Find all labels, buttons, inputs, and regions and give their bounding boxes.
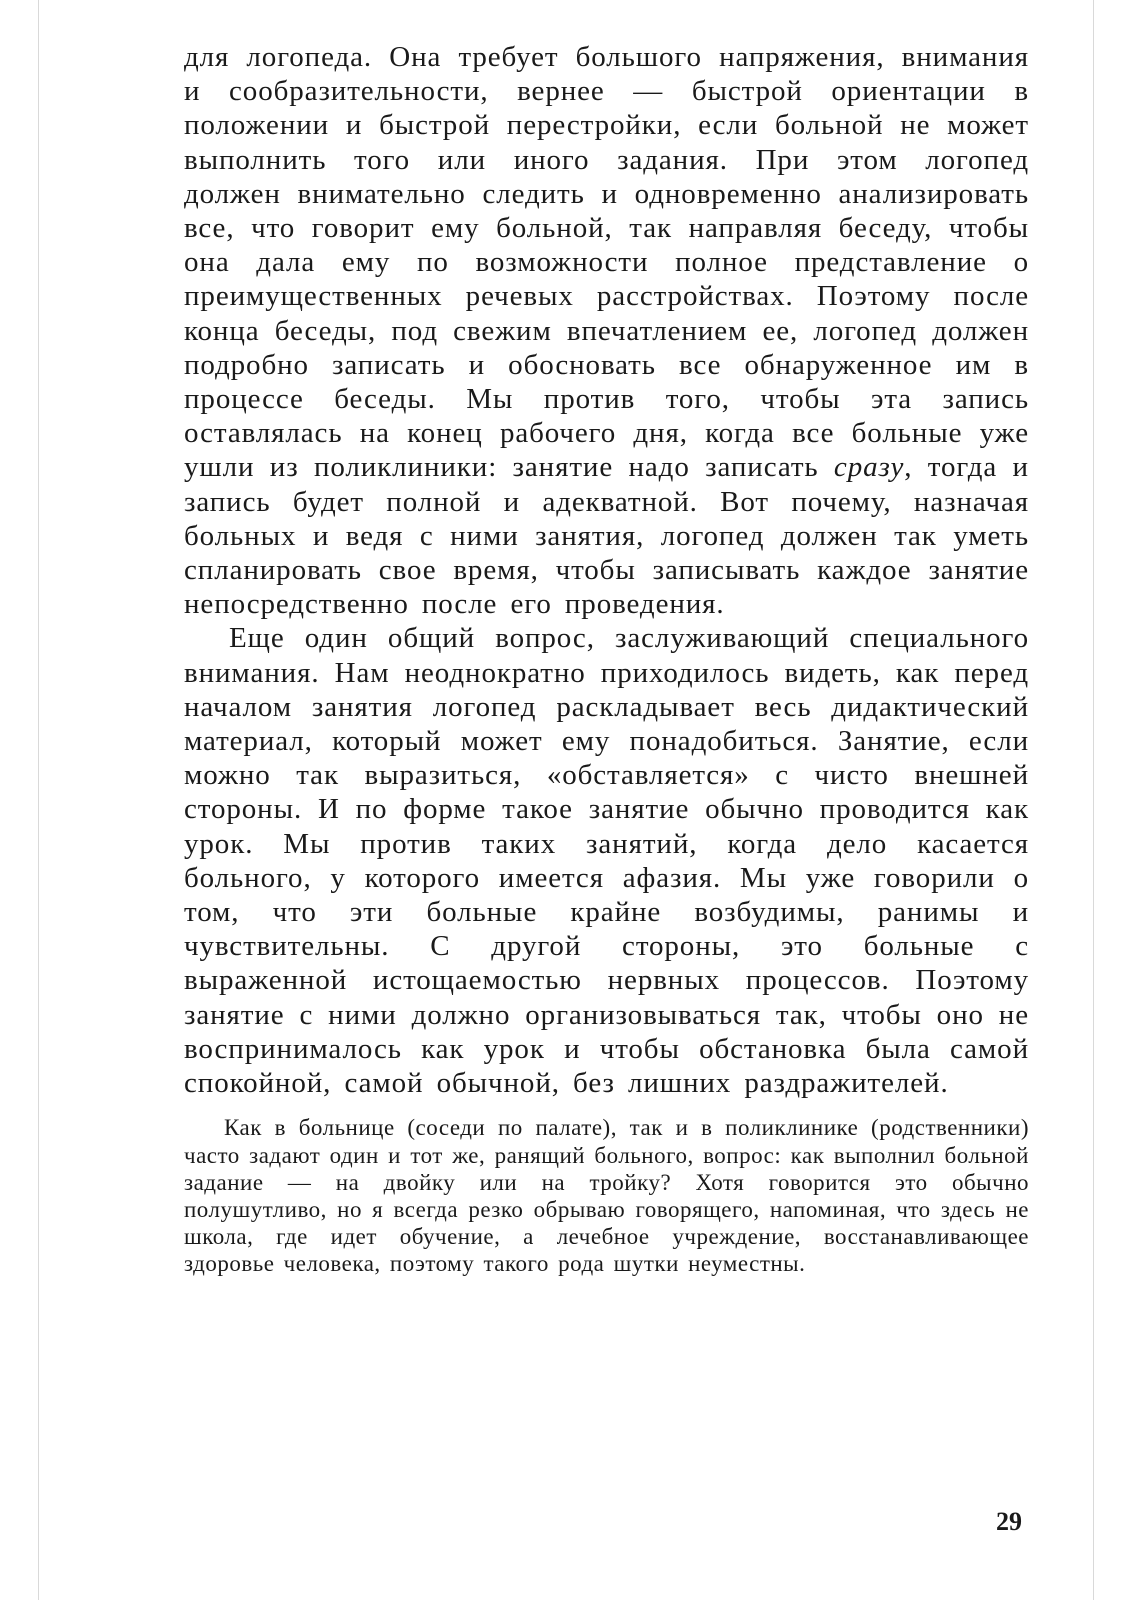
- paragraph-1: [184, 40, 1029, 621]
- main-text: [184, 40, 1029, 1100]
- emphasized-word: сразу: [833, 451, 905, 484]
- book-page: [38, 0, 1094, 1600]
- paragraph-2: Еще один общий вопрос, заслуживающий специального внимания. Нам неоднократно приходилось видеть, как перед началом занятия логопед раскладывает весь дидактический материал, который может ему понадобиться. Занятие, если можно так выразиться, «обставляется» с чисто внешней стороны. И по форме такое занятие обычно проводится как урок. Мы против таких занятий, когда дело касается больного, у которого имеется афазия. Мы уже говорили о том, что эти больные крайне возбудимы, ранимы и чувствительны. С другой стороны, это больные с выраженной истощаемостью нервных процессов. Поэтому занятие с ними должно организовываться так, чтобы оно не воспринималось как урок и чтобы обстановка была самой спокойной, самой обычной, без лишних раздражителей.: [184, 622, 1029, 1100]
- footnote: Как в больнице (соседи по палате), так и в поликлинике (родственники) часто задают один и тот же, ранящий больного, вопрос: как выполнил больной задание — на двойку или на тройку? Хотя говорится это обычно полушутливо, но я всегда резко обрываю говорящего, напоминая, что здесь не школа, где идет обучение, а лечебное учреждение, восстанавливающее здоровье человека, поэтому такого рода шутки неуместны.: [184, 1115, 1029, 1277]
- text-body: [184, 40, 1029, 1278]
- page-number: 29: [996, 1507, 1022, 1536]
- paragraph-1-text-after: , тогда и запись будет полной и адекватной. Вот почему, назначая больных и ведя с ними занятия, логопед должен так уметь спланировать свое время, чтобы записывать каждое занятие непосредственно после его проведения.: [184, 451, 1029, 621]
- paragraph-1-text-before: для логопеда. Она требует большого напряжения, внимания и сообразительности, вернее — быстрой ориентации в положении и быстрой перестройки, если больной не может выполнить того или иного задания. При этом логопед должен внимательно следить и одновременно анализировать все, что говорит ему больной, так направляя беседу, чтобы она дала ему по возможности полное представление о преимущественных речевых расстройствах. Поэтому после конца беседы, под свежим впечатлением ее, логопед должен подробно записать и обосновать все обнаруженное им в процессе беседы. Мы против того, чтобы эта запись оставлялась на конец рабочего дня, когда все больные уже ушли из поликлиники: занятие надо записать: [184, 41, 1029, 484]
